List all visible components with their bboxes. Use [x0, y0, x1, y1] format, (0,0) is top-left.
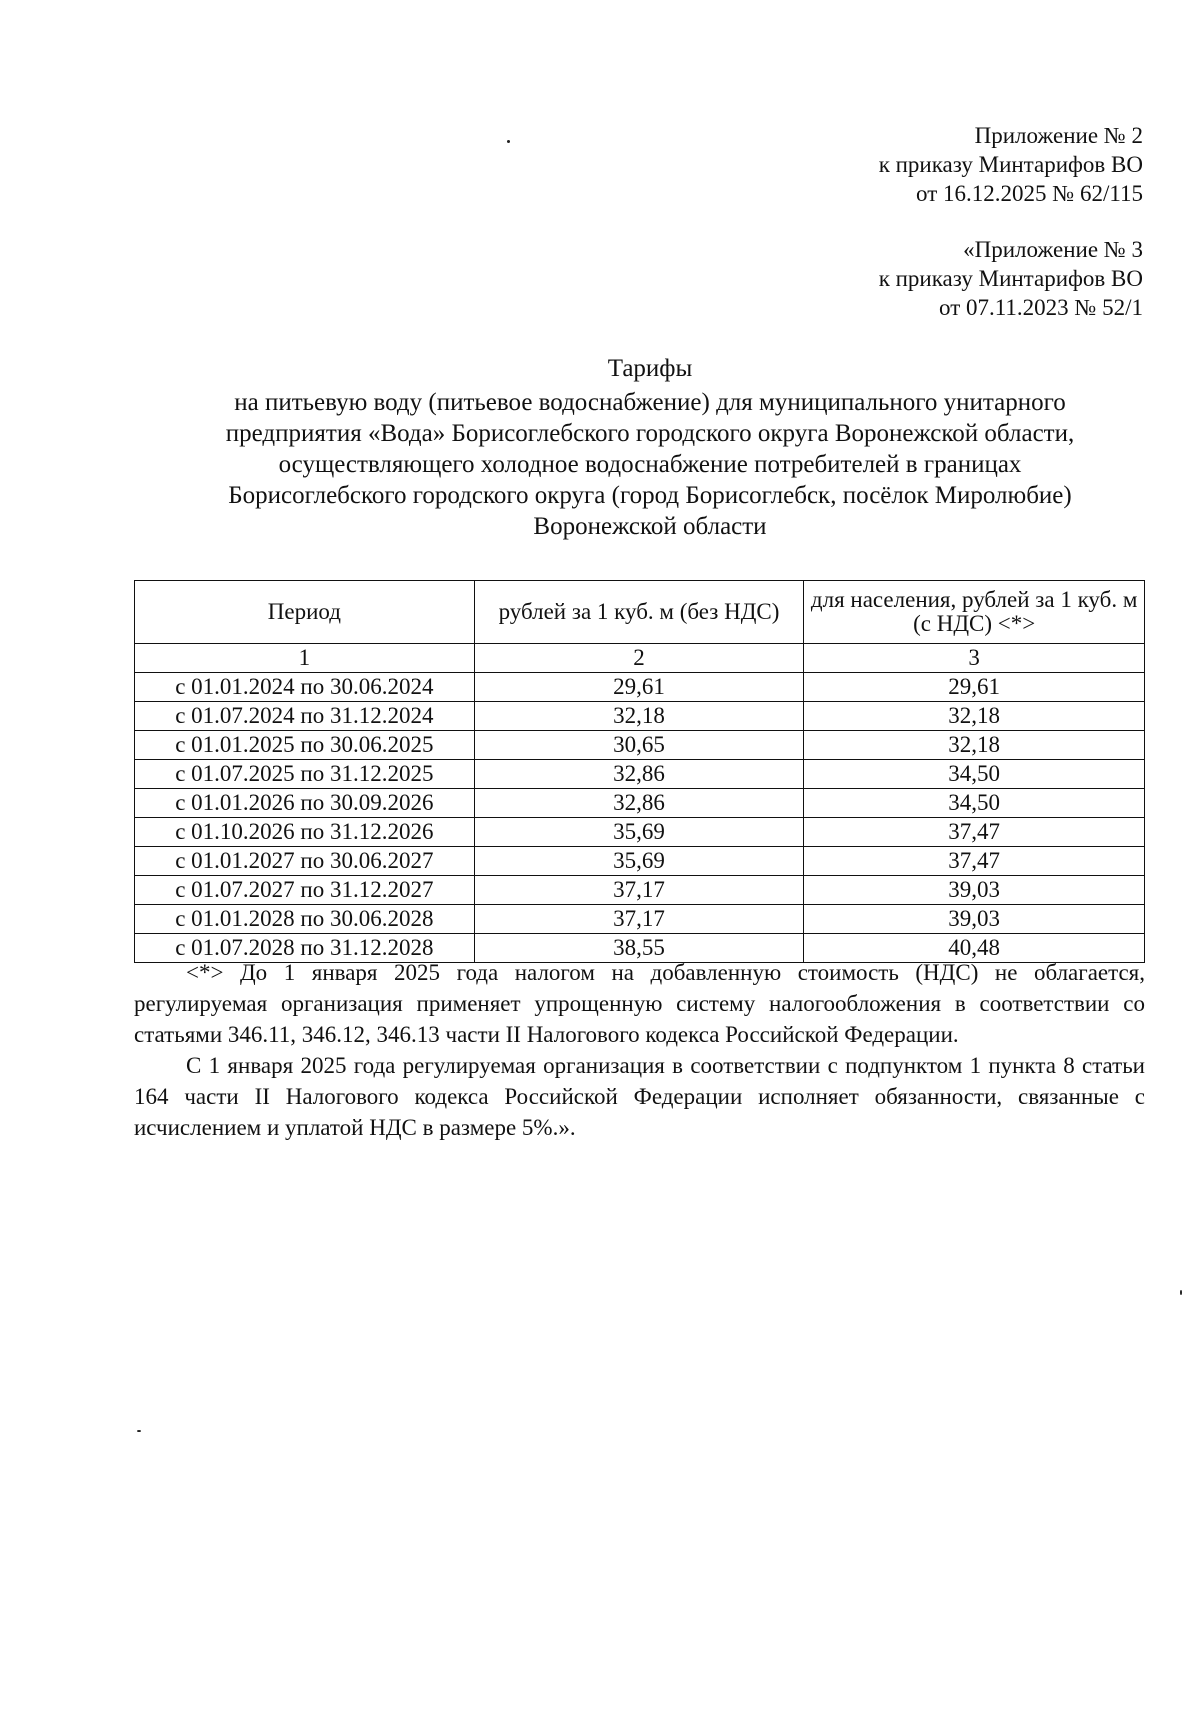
table-row	[135, 760, 1145, 789]
table-row	[135, 905, 1145, 934]
annex-reference-previous	[879, 235, 1143, 322]
header-price-population: для населения, рублей за 1 куб. м (с НДС) <*>	[804, 581, 1145, 644]
scan-speck	[507, 140, 510, 143]
column-number: 2	[474, 644, 804, 673]
price-no-vat-cell: 37,17	[474, 876, 804, 905]
price-population-cell: 34,50	[804, 760, 1145, 789]
price-no-vat-cell: 32,86	[474, 789, 804, 818]
period-cell: с 01.01.2026 по 30.09.2026	[135, 789, 475, 818]
table-header-row	[135, 581, 1145, 644]
table-row	[135, 789, 1145, 818]
period-cell: с 01.01.2024 по 30.06.2024	[135, 673, 475, 702]
title-line: Воронежской области	[533, 513, 767, 540]
scan-speck	[1180, 1290, 1182, 1295]
table-row	[135, 731, 1145, 760]
column-number: 1	[135, 644, 475, 673]
price-population-cell: 39,03	[804, 876, 1145, 905]
price-population-cell: 32,18	[804, 702, 1145, 731]
vat-paragraph: С 1 января 2025 года регулируемая организация в соответствии с подпунктом 1 пункта 8 статьи 164 части II Налогового кодекса Российской Федерации исполняет обязанности, связанные с исчислением и уплатой НДС в размере 5%.».	[134, 1053, 1145, 1140]
price-no-vat-cell: 37,17	[474, 905, 804, 934]
annex-order: к приказу Минтарифов ВО	[878, 152, 1143, 177]
price-no-vat-cell: 35,69	[474, 847, 804, 876]
price-no-vat-cell: 29,61	[474, 673, 804, 702]
period-cell: с 01.10.2026 по 31.12.2026	[135, 818, 475, 847]
scan-speck	[137, 1430, 141, 1432]
annex-date: от 16.12.2025 № 62/115	[916, 181, 1143, 206]
header-period: Период	[135, 581, 475, 644]
period-cell: с 01.07.2028 по 31.12.2028	[135, 934, 475, 963]
price-population-cell: 39,03	[804, 905, 1145, 934]
annex-date: от 07.11.2023 № 52/1	[939, 295, 1143, 320]
period-cell: с 01.01.2025 по 30.06.2025	[135, 731, 475, 760]
title-line: предприятия «Вода» Борисоглебского городского округа Воронежской области,	[225, 420, 1075, 447]
price-no-vat-cell: 32,86	[474, 760, 804, 789]
period-cell: с 01.07.2025 по 31.12.2025	[135, 760, 475, 789]
annex-number: Приложение № 2	[974, 123, 1143, 148]
table-row	[135, 847, 1145, 876]
table-row	[135, 876, 1145, 905]
table-row	[135, 818, 1145, 847]
notes-section	[134, 957, 1145, 1143]
annex-number: «Приложение № 3	[963, 237, 1143, 262]
period-cell: с 01.07.2024 по 31.12.2024	[135, 702, 475, 731]
column-numbers-row	[135, 644, 1145, 673]
price-population-cell: 29,61	[804, 673, 1145, 702]
title-line: на питьевую воду (питьевое водоснабжение) для муниципального унитарного	[234, 389, 1066, 416]
table-row	[135, 673, 1145, 702]
footnote-text: <*> До 1 января 2025 года налогом на добавленную стоимость (НДС) не облагается, регулируемая организация применяет упрощенную систему налогообложения в соответствии со статьями 346.11, 346.12, 346.13 части II Налогового кодекса Российской Федерации.	[134, 960, 1145, 1047]
header-price-no-vat: рублей за 1 куб. м (без НДС)	[474, 581, 804, 644]
price-population-cell: 32,18	[804, 731, 1145, 760]
period-cell: с 01.01.2028 по 30.06.2028	[135, 905, 475, 934]
price-population-cell: 34,50	[804, 789, 1145, 818]
annex-reference-current	[879, 121, 1143, 208]
price-no-vat-cell: 30,65	[474, 731, 804, 760]
title-heading: Тарифы	[607, 355, 693, 382]
price-population-cell: 37,47	[804, 818, 1145, 847]
period-cell: с 01.01.2027 по 30.06.2027	[135, 847, 475, 876]
price-no-vat-cell: 32,18	[474, 702, 804, 731]
column-number: 3	[804, 644, 1145, 673]
document-title	[100, 353, 1200, 542]
title-line: Борисоглебского городского округа (город Борисоглебск, посёлок Миролюбие)	[228, 482, 1072, 509]
price-no-vat-cell: 38,55	[474, 934, 804, 963]
price-population-cell: 37,47	[804, 847, 1145, 876]
annex-order: к приказу Минтарифов ВО	[878, 266, 1143, 291]
title-line: осуществляющего холодное водоснабжение потребителей в границах	[278, 451, 1022, 478]
period-cell: с 01.07.2027 по 31.12.2027	[135, 876, 475, 905]
price-no-vat-cell: 35,69	[474, 818, 804, 847]
table-row	[135, 702, 1145, 731]
price-population-cell: 40,48	[804, 934, 1145, 963]
tariff-table	[134, 580, 1145, 963]
